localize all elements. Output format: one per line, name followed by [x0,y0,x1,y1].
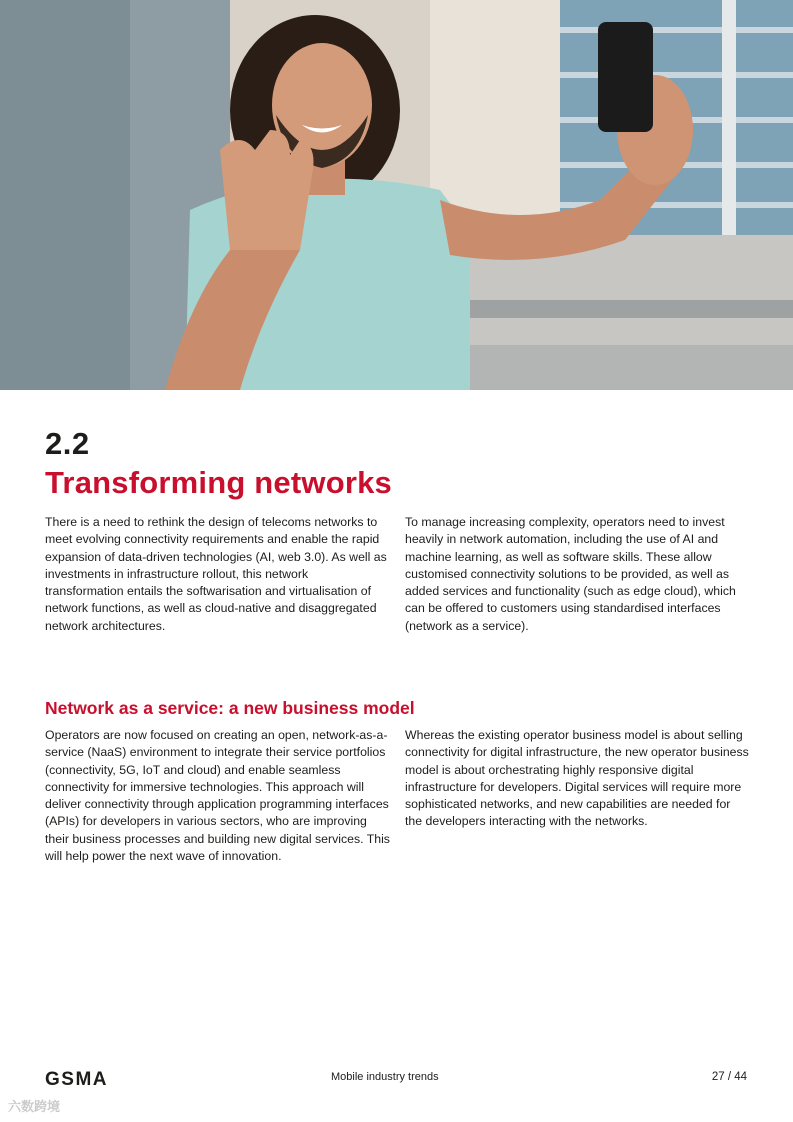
subsection-right-paragraph: Whereas the existing operator business model is about selling connectivity for digital infrastructure, the new operator business model is about orchestrating highly responsive digital infrastructure for developers. Digital services will require more sophisticated networks, and new capabilities are needed for the developers interacting with the networks. [405,728,749,829]
watermark: 六数跨境 [8,1099,61,1114]
section-number: 2.2 [45,426,90,461]
subsection-left-paragraph: Operators are now focused on creating an open, network-as-a-service (NaaS) environment to integrate their service portfolios (connectivity, 5G, IoT and cloud) and enable seamless connectivity for immersive technologies. This approach will deliver connectivity through application programming interfaces (APIs) for developers in various sectors, who are improving their business processes and building new digital services. This will help power the next wave of innovation. [45,728,390,864]
intro-right-column [405,514,750,635]
gsma-logo: GSMA [45,1069,108,1090]
smiling-man-selfie-photo-icon [0,0,793,390]
intro-left-paragraph: There is a need to rethink the design of telecoms networks to meet evolving connectivity requirements and enable the rapid expansion of data-driven technologies (AI, web 3.0). As well as investments in infrastructure rollout, this network transformation entails the softwarisation and virtualisation of network functions, as well as cloud-native and disaggregated network architectures. [45,515,387,633]
footer-doc-title: Mobile industry trends [331,1071,439,1083]
subsection-right-column [405,727,750,831]
section-title: Transforming networks [45,465,392,500]
page-number: 27 / 44 [711,1071,747,1083]
subsection-title: Network as a service: a new business model [45,698,415,718]
intro-right-paragraph: To manage increasing complexity, operators need to invest heavily in network automation, including the use of AI and machine learning, as well as software skills. These allow customised connectivity solutions to be provided, as well as added services and functionality (such as edge cloud), which can be offered to customers using standardised interfaces (network as a service). [405,515,736,633]
hero-photo [0,0,793,390]
intro-left-column [45,514,390,635]
subsection-left-column [45,727,390,865]
